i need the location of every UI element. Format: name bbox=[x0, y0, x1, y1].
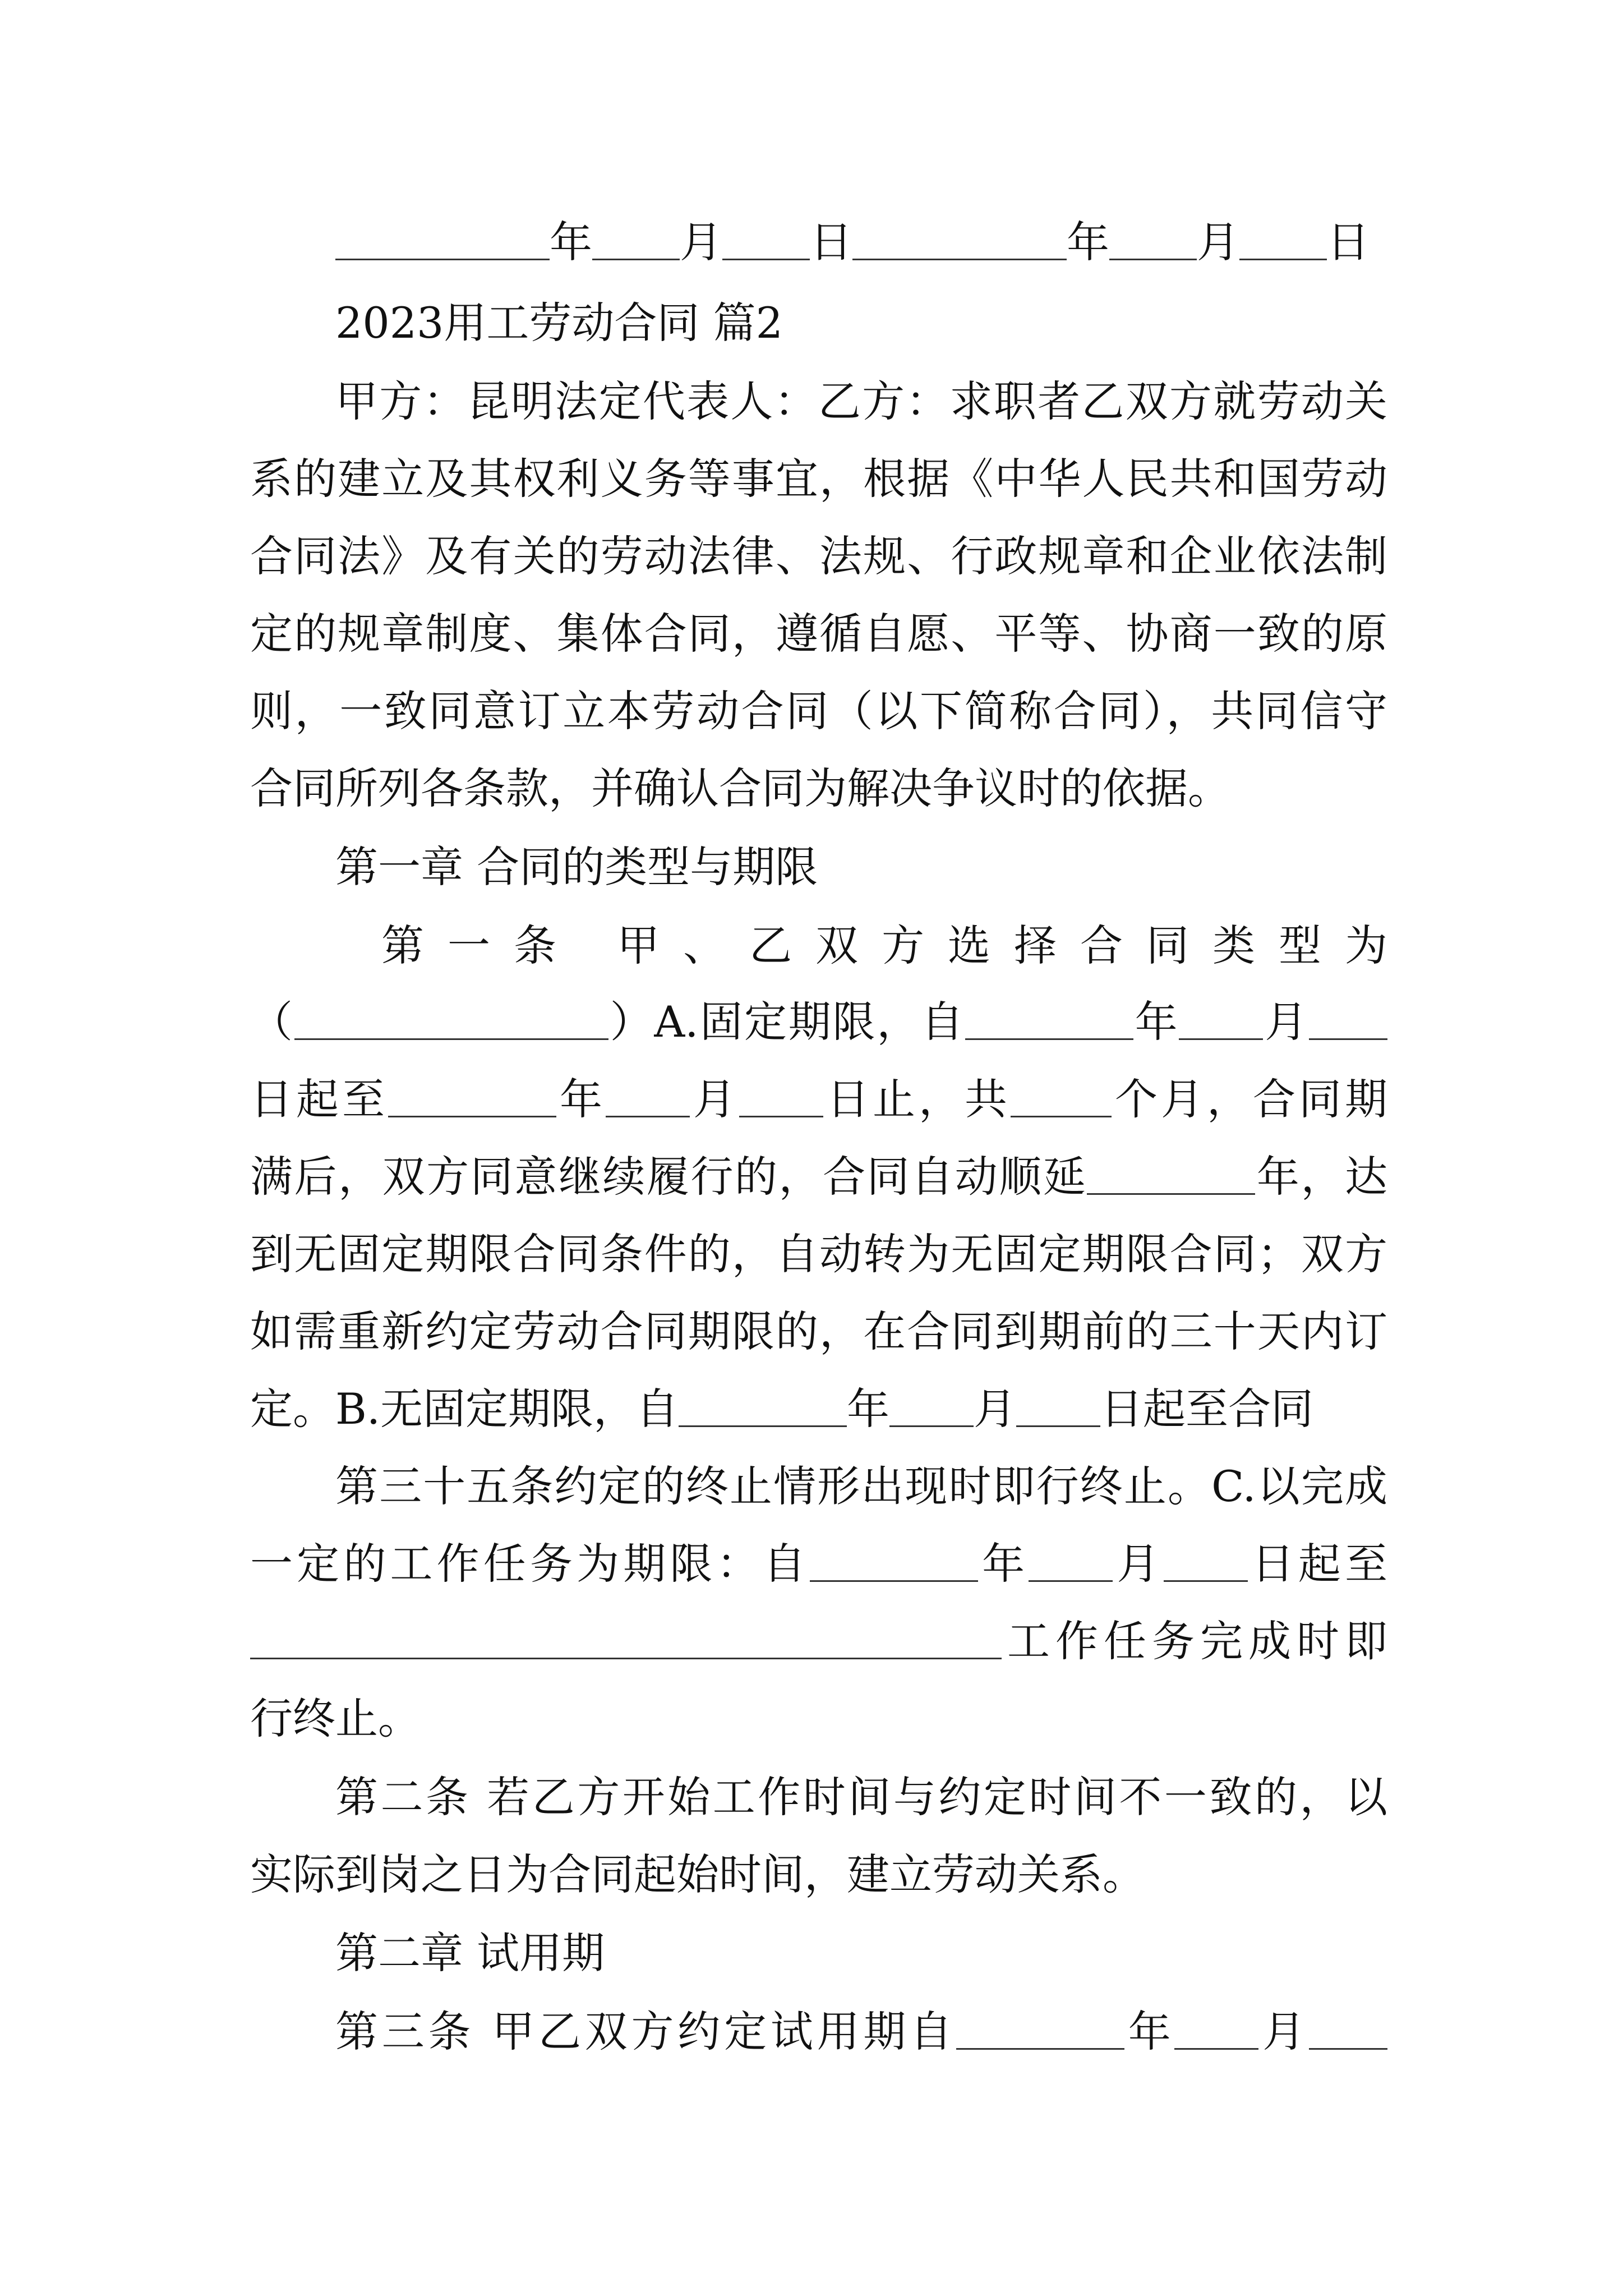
section-heading: 2023用工劳动合同 篇2 bbox=[335, 298, 783, 348]
article-line: 到无固定期限合同条件的，自动转为无固定期限合同；双方 bbox=[250, 1229, 1387, 1279]
blank bbox=[722, 218, 810, 260]
blank bbox=[1029, 1540, 1113, 1582]
blank bbox=[956, 2008, 1124, 2050]
article-line: 第一条 甲、乙双方选择合同类型为 bbox=[381, 921, 1387, 970]
article-line: 一定的工作任务为期限：自 年 月 日起至 bbox=[250, 1539, 1388, 1589]
blank bbox=[889, 1385, 974, 1427]
blank bbox=[1011, 1075, 1112, 1117]
intro-line: 甲方：昆明法定代表人：乙方：求职者乙双方就劳动关 bbox=[335, 376, 1387, 426]
blank bbox=[1309, 998, 1387, 1040]
blank bbox=[1174, 2008, 1258, 2050]
intro-line: 系的建立及其权利义务等事宜，根据《中华人民共和国劳动 bbox=[250, 454, 1387, 504]
blank bbox=[592, 218, 680, 260]
blank bbox=[1239, 218, 1327, 260]
signature-date-line: 年 月 日 年 月 日 bbox=[335, 203, 1345, 282]
article-line: 如需重新约定劳动合同期限的，在合同到期前的三十天内订 bbox=[250, 1306, 1387, 1356]
article-line: 第三十五条约定的终止情形出现时即行终止。C.以完成 bbox=[335, 1461, 1387, 1511]
article-line: （ ）A.固定期限，自 年 月 bbox=[250, 983, 1387, 1061]
blank bbox=[250, 1617, 1002, 1659]
blank bbox=[606, 1075, 690, 1117]
article-line: 工作任务完成时即 bbox=[250, 1602, 1387, 1681]
article-line: 第二条 若乙方开始工作时间与约定时间不一致的，以 bbox=[335, 1772, 1387, 1822]
blank bbox=[294, 998, 608, 1040]
blank bbox=[1016, 1385, 1100, 1427]
blank bbox=[810, 1540, 978, 1582]
blank bbox=[965, 998, 1133, 1040]
intro-line: 合同所列各条款，并确认合同为解决争议时的依据。 bbox=[250, 763, 1230, 813]
blank bbox=[852, 218, 1067, 260]
blank bbox=[679, 1385, 847, 1427]
blank bbox=[1309, 2008, 1387, 2050]
intro-line: 定的规章制度、集体合同，遵循自愿、平等、协商一致的原 bbox=[250, 609, 1387, 659]
blank bbox=[1087, 1153, 1255, 1195]
chapter-heading: 第一章 合同的类型与期限 bbox=[335, 842, 818, 892]
intro-line: 合同法》及有关的劳动法律、法规、行政规章和企业依法制 bbox=[250, 531, 1387, 581]
blank bbox=[1109, 218, 1197, 260]
blank bbox=[1179, 998, 1263, 1040]
chapter-heading: 第二章 试用期 bbox=[335, 1928, 605, 1978]
article-line: 日起至 年 月 日止，共 个月，合同期 bbox=[250, 1074, 1387, 1124]
article-line: 第三条 甲乙双方约定试用期自 年 月 bbox=[335, 1993, 1387, 2071]
blank bbox=[1164, 1540, 1248, 1582]
blank bbox=[335, 218, 550, 260]
intro-line: 则，一致同意订立本劳动合同（以下简称合同），共同信守 bbox=[250, 686, 1387, 736]
article-line: 定。B.无固定期限，自 年 月 日起至合同 bbox=[250, 1384, 1314, 1434]
article-line: 满后，双方同意继续履行的，合同自动顺延 年，达 bbox=[250, 1152, 1388, 1202]
blank bbox=[739, 1075, 823, 1117]
blank bbox=[388, 1075, 556, 1117]
article-line: 实际到岗之日为合同起始时间，建立劳动关系。 bbox=[250, 1849, 1145, 1899]
article-line: 行终止。 bbox=[250, 1694, 421, 1743]
